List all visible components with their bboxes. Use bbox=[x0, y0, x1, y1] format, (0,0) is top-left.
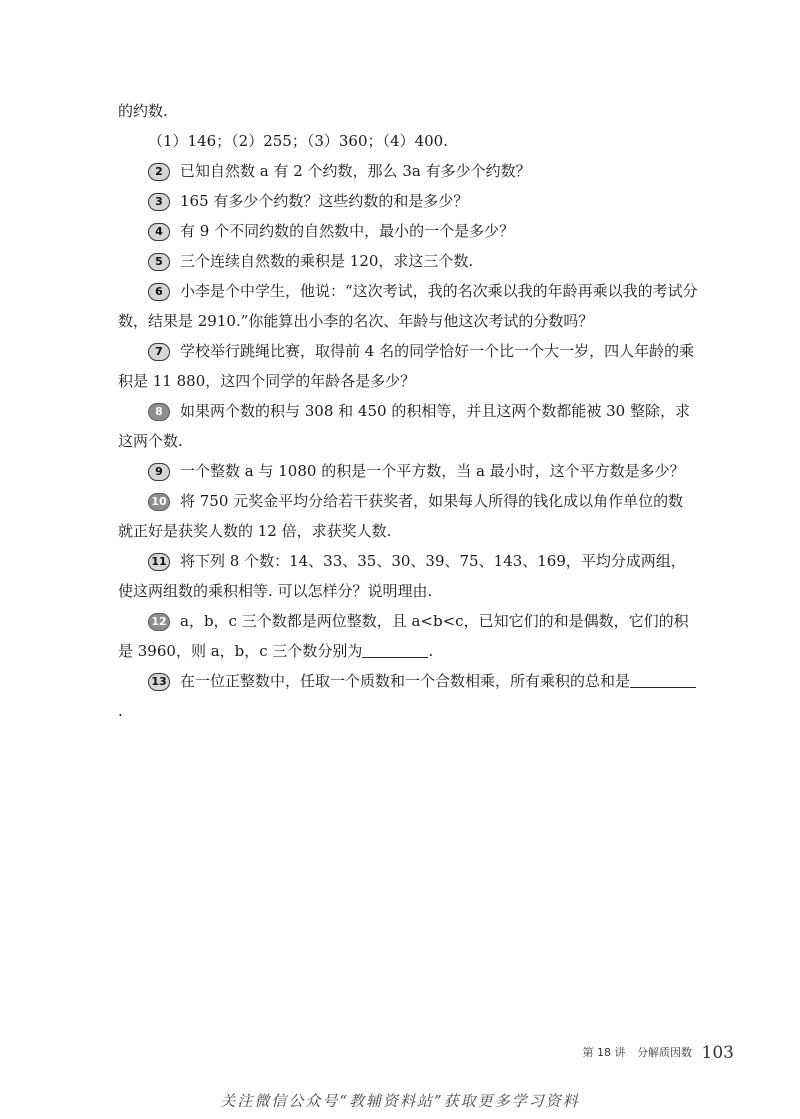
problem-number-badge: 2 bbox=[148, 163, 170, 181]
problem-number-badge: 10 bbox=[148, 493, 170, 511]
watermark-text: 关注微信公众号“教辅资料站”获取更多学习资料 bbox=[220, 1092, 580, 1110]
problem-13 bbox=[118, 666, 698, 726]
problem-text: 在一位正整数中，任取一个质数和一个合数相乘，所有乘积的总和是 bbox=[180, 672, 631, 690]
problem-4 bbox=[118, 216, 698, 246]
answer-blank[interactable] bbox=[362, 639, 428, 658]
problem-text: 如果两个数的积与 308 和 450 的积相等，并且这两个数都能被 30 整除，求这两个数. bbox=[118, 402, 690, 450]
problem-text: 一个整数 a 与 1080 的积是一个平方数，当 a 最小时，这个平方数是多少？ bbox=[180, 462, 685, 480]
problem-text: 小李是个中学生，他说：“这次考试，我的名次乘以我的年龄再乘以我的考试分数，结果是 2910.”你能算出小李的名次、年龄与他这次考试的分数吗？ bbox=[118, 282, 698, 330]
problem-number-badge: 7 bbox=[148, 343, 170, 361]
problem-number-badge: 11 bbox=[148, 553, 170, 571]
problem-6 bbox=[118, 276, 698, 336]
problem-text: 将 750 元奖金平均分给若干获奖者，如果每人所得的钱化成以角作单位的数就正好是获奖人数的 12 倍，求获奖人数. bbox=[118, 492, 684, 540]
problem-list bbox=[118, 96, 698, 726]
problem-text: 学校举行跳绳比赛，取得前 4 名的同学恰好一个比一个大一岁，四人年龄的乘积是 11 880，这四个同学的年龄各是多少？ bbox=[118, 342, 695, 390]
problem-number-badge: 5 bbox=[148, 253, 170, 271]
problem-1-subitems: （1）146；（2）255；（3）360；（4）400. bbox=[148, 132, 448, 150]
problem-number-badge: 4 bbox=[148, 223, 170, 241]
problem-number-badge: 9 bbox=[148, 463, 170, 481]
problem-text: 三个连续自然数的乘积是 120，求这三个数. bbox=[180, 252, 474, 270]
problem-2 bbox=[118, 156, 698, 186]
problem-tail: . bbox=[118, 702, 123, 720]
problem-number-badge: 13 bbox=[148, 673, 170, 691]
problem-text: a，b，c 三个数都是两位整数，且 a<b<c，已知它们的和是偶数，它们的积是 3960，则 a，b，c 三个数分别为 bbox=[118, 612, 689, 660]
problem-9 bbox=[118, 456, 698, 486]
problem-number-badge: 6 bbox=[148, 283, 170, 301]
problem-text: 将下列 8 个数：14、33、35、30、39、75、143、169，平均分成两组，使这两组数的乘积相等. 可以怎样分？说明理由. bbox=[118, 552, 686, 600]
problem-12 bbox=[118, 606, 698, 666]
problem-7 bbox=[118, 336, 698, 396]
problem-1-continuation: 的约数. bbox=[118, 102, 168, 120]
problem-5 bbox=[118, 246, 698, 276]
problem-tail: . bbox=[428, 642, 434, 660]
lecture-label: 第 18 讲 bbox=[582, 1046, 626, 1059]
problem-text: 已知自然数 a 有 2 个约数，那么 3a 有多少个约数？ bbox=[180, 162, 531, 180]
answer-blank[interactable] bbox=[630, 669, 696, 688]
problem-number-badge: 8 bbox=[148, 403, 170, 421]
problem-number-badge: 12 bbox=[148, 613, 170, 631]
problem-11 bbox=[118, 546, 698, 606]
problem-10 bbox=[118, 486, 698, 546]
topic-label: 分解质因数 bbox=[637, 1046, 693, 1059]
problem-number-badge: 3 bbox=[148, 193, 170, 211]
page-footer bbox=[583, 1043, 734, 1063]
problem-8 bbox=[118, 396, 698, 456]
page-number: 103 bbox=[701, 1043, 734, 1063]
problem-3 bbox=[118, 186, 698, 216]
problem-text: 165 有多少个约数？这些约数的和是多少？ bbox=[180, 192, 469, 210]
problem-text: 有 9 个不同约数的自然数中，最小的一个是多少？ bbox=[180, 222, 515, 240]
